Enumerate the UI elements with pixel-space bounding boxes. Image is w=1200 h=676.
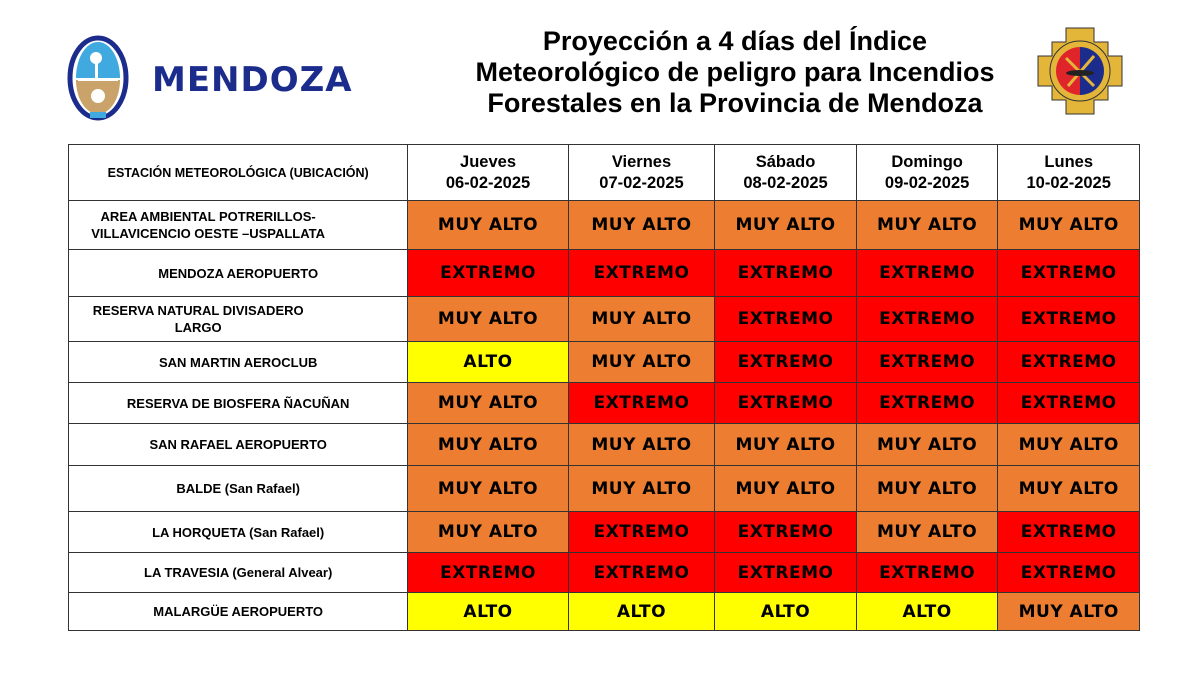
danger-level-cell: MUY ALTO bbox=[568, 201, 715, 250]
danger-level-cell: MUY ALTO bbox=[715, 424, 857, 466]
danger-level-cell: EXTREMO bbox=[856, 342, 998, 383]
station-column-header: ESTACIÓN METEOROLÓGICA (UBICACIÓN) bbox=[69, 145, 408, 201]
table-row bbox=[69, 342, 1140, 383]
brand-name: MENDOZA bbox=[152, 60, 353, 100]
danger-level-cell: ALTO bbox=[408, 593, 568, 631]
danger-level-cell: EXTREMO bbox=[998, 553, 1140, 593]
danger-level-cell: MUY ALTO bbox=[998, 466, 1140, 512]
danger-level-cell: MUY ALTO bbox=[408, 383, 568, 424]
danger-level-cell: MUY ALTO bbox=[568, 424, 715, 466]
station-name: RESERVA NATURAL DIVISADERO LARGO bbox=[69, 297, 408, 342]
title-line: Proyección a 4 días del Índice bbox=[542, 26, 928, 56]
danger-level-cell: ALTO bbox=[408, 342, 568, 383]
danger-level-cell: MUY ALTO bbox=[998, 201, 1140, 250]
danger-level-cell: EXTREMO bbox=[998, 512, 1140, 553]
station-name: SAN RAFAEL AEROPUERTO bbox=[69, 424, 408, 466]
danger-level-cell: MUY ALTO bbox=[856, 424, 998, 466]
danger-level-cell: EXTREMO bbox=[856, 250, 998, 297]
fire-danger-table bbox=[68, 144, 1140, 631]
danger-level-cell: EXTREMO bbox=[715, 383, 857, 424]
danger-level-cell: EXTREMO bbox=[715, 250, 857, 297]
danger-level-cell: MUY ALTO bbox=[568, 466, 715, 512]
forest-fire-brigade-badge-icon bbox=[1036, 26, 1124, 116]
station-name: SAN MARTIN AEROCLUB bbox=[69, 342, 408, 383]
danger-level-cell: EXTREMO bbox=[408, 553, 568, 593]
danger-level-cell: MUY ALTO bbox=[408, 201, 568, 250]
danger-level-cell: EXTREMO bbox=[715, 297, 857, 342]
day-column-header: Sábado 08-02-2025 bbox=[715, 145, 857, 201]
day-column-header: Jueves 06-02-2025 bbox=[408, 145, 568, 201]
danger-level-cell: MUY ALTO bbox=[856, 466, 998, 512]
station-name: RESERVA DE BIOSFERA ÑACUÑAN bbox=[69, 383, 408, 424]
danger-level-cell: ALTO bbox=[568, 593, 715, 631]
danger-level-cell: MUY ALTO bbox=[568, 342, 715, 383]
page-title bbox=[430, 26, 1040, 119]
danger-level-cell: MUY ALTO bbox=[856, 512, 998, 553]
table-row bbox=[69, 466, 1140, 512]
danger-level-cell: EXTREMO bbox=[568, 553, 715, 593]
mendoza-logo bbox=[66, 34, 366, 126]
danger-level-cell: MUY ALTO bbox=[408, 297, 568, 342]
station-name: LA TRAVESIA (General Alvear) bbox=[69, 553, 408, 593]
table-row bbox=[69, 424, 1140, 466]
station-name: MENDOZA AEROPUERTO bbox=[69, 250, 408, 297]
danger-level-cell: EXTREMO bbox=[715, 512, 857, 553]
danger-level-cell: EXTREMO bbox=[568, 383, 715, 424]
danger-level-cell: MUY ALTO bbox=[856, 201, 998, 250]
table-row bbox=[69, 250, 1140, 297]
danger-level-cell: MUY ALTO bbox=[408, 424, 568, 466]
danger-level-cell: EXTREMO bbox=[856, 383, 998, 424]
table-row bbox=[69, 593, 1140, 631]
table-body bbox=[69, 201, 1140, 631]
day-column-header: Lunes 10-02-2025 bbox=[998, 145, 1140, 201]
danger-level-cell: ALTO bbox=[856, 593, 998, 631]
station-name: LA HORQUETA (San Rafael) bbox=[69, 512, 408, 553]
danger-level-cell: EXTREMO bbox=[568, 250, 715, 297]
table-row bbox=[69, 383, 1140, 424]
title-line: Forestales en la Provincia de Mendoza bbox=[487, 88, 983, 118]
danger-level-cell: MUY ALTO bbox=[408, 466, 568, 512]
station-name: BALDE (San Rafael) bbox=[69, 466, 408, 512]
provincial-shield-icon bbox=[66, 34, 130, 124]
danger-level-cell: ALTO bbox=[715, 593, 857, 631]
danger-level-cell: EXTREMO bbox=[998, 297, 1140, 342]
table-row bbox=[69, 201, 1140, 250]
danger-level-cell: EXTREMO bbox=[998, 342, 1140, 383]
danger-level-cell: EXTREMO bbox=[856, 553, 998, 593]
danger-level-cell: EXTREMO bbox=[715, 553, 857, 593]
danger-level-cell: EXTREMO bbox=[568, 512, 715, 553]
danger-level-cell: MUY ALTO bbox=[568, 297, 715, 342]
danger-level-cell: MUY ALTO bbox=[998, 424, 1140, 466]
day-column-header: Domingo 09-02-2025 bbox=[856, 145, 998, 201]
table-row bbox=[69, 297, 1140, 342]
danger-level-cell: EXTREMO bbox=[715, 342, 857, 383]
danger-level-cell: EXTREMO bbox=[998, 383, 1140, 424]
danger-level-cell: EXTREMO bbox=[856, 297, 998, 342]
station-name: AREA AMBIENTAL POTRERILLOS- VILLAVICENCIO OESTE –USPALLATA bbox=[69, 201, 408, 250]
danger-level-cell: EXTREMO bbox=[408, 250, 568, 297]
danger-level-cell: EXTREMO bbox=[998, 250, 1140, 297]
danger-level-cell: MUY ALTO bbox=[408, 512, 568, 553]
day-column-header: Viernes 07-02-2025 bbox=[568, 145, 715, 201]
station-name: MALARGÜE AEROPUERTO bbox=[69, 593, 408, 631]
danger-level-cell: MUY ALTO bbox=[715, 201, 857, 250]
table-header-row bbox=[69, 145, 1140, 201]
table-row bbox=[69, 512, 1140, 553]
title-line: Meteorológico de peligro para Incendios bbox=[475, 57, 995, 87]
table-row bbox=[69, 553, 1140, 593]
danger-level-cell: MUY ALTO bbox=[998, 593, 1140, 631]
danger-level-cell: MUY ALTO bbox=[715, 466, 857, 512]
